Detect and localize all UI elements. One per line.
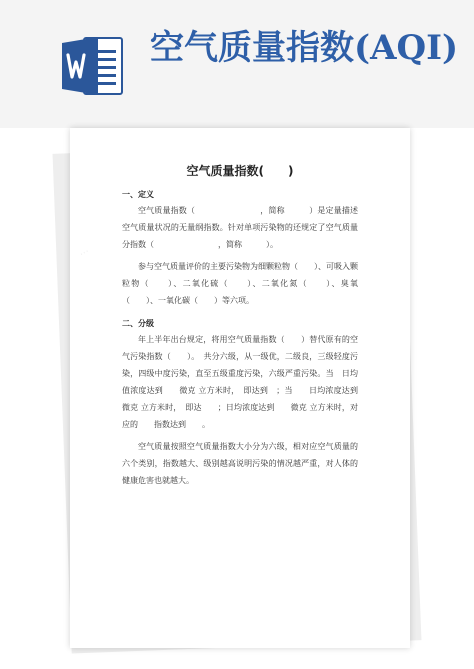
paragraph-definition: 空气质量指数（ ，简称 ）是定量描述空气质量状况的无量纲指数。针对单项污染物的还规定了空气质量分指数（ ，简称 ）。 xyxy=(122,206,358,249)
paragraph-pollutants: 参与空气质量评价的主要污染物为细颗粒物（ ）、可吸入颗粒物（ ）、二氧化硫（ ）、二氧化氮（ ）、臭氧（ ）、一氧化碳（ ）等六项。 xyxy=(122,262,358,305)
document-title: 空气质量指数( ) xyxy=(186,164,294,178)
banner-title: 空气质量指数(AQI) xyxy=(150,28,459,68)
word-document-icon xyxy=(62,34,124,98)
paragraph-grading: 年上半年出台规定，将用空气质量指数（ ）替代原有的空气污染指数（ ）。 共分六级，从一级优，二级良，三级轻度污染，四级中度污染，直至五级重度污染，六级严重污染。当 日均值浓度达到 微克 立方米时， 即达到 ；当 日均浓度达到 微克 立方米时， 即达 ；日均浓度达到 微克 立方米时，对应的 指数达到 。 xyxy=(122,335,374,429)
section-heading-definition: 一、定义 xyxy=(122,190,154,199)
watermark: ··· xyxy=(77,246,92,261)
header-banner xyxy=(0,0,474,128)
paragraph-categories: 空气质量按照空气质量指数大小分为六级，相对应空气质量的六个类别，指数越大、级别越高说明污染的情况越严重，对人体的健康危害也就越大。 xyxy=(122,442,358,485)
document-page xyxy=(70,128,410,648)
section-heading-grading: 二、分级 xyxy=(122,319,154,328)
